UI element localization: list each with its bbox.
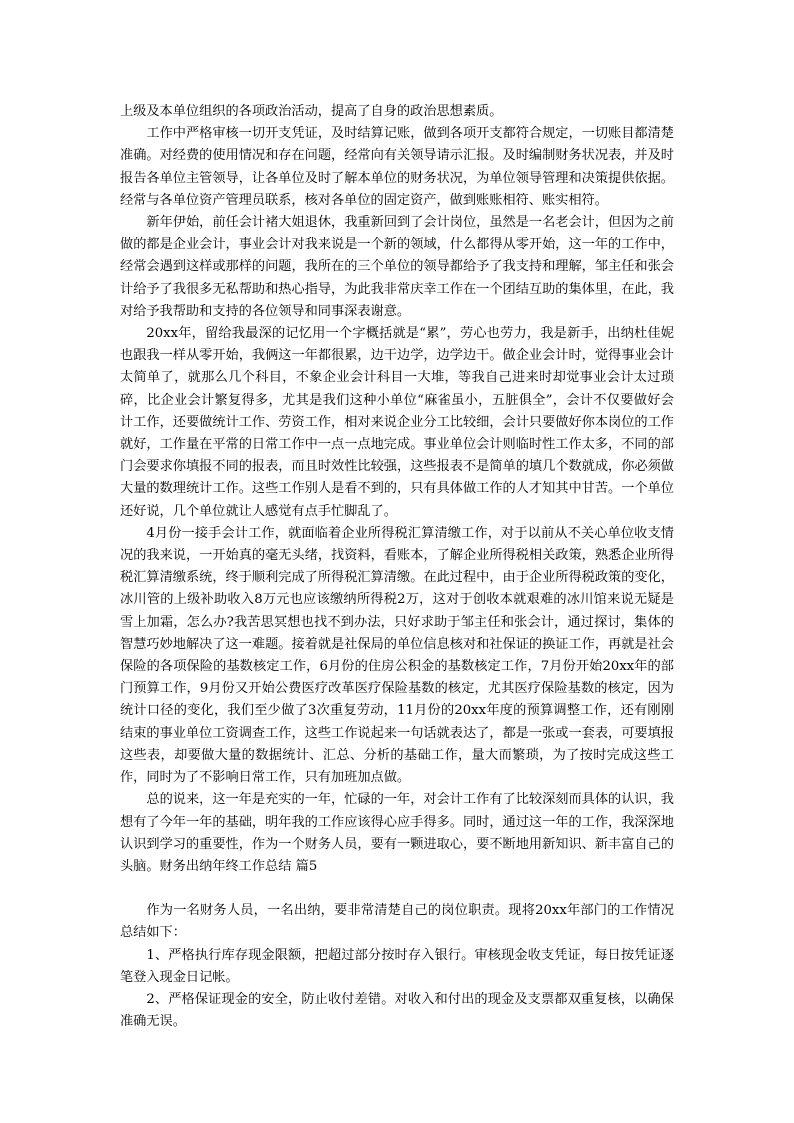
paragraph-political-activities: 上级及本单位组织的各项政治活动，提高了自身的政治思想素质。 bbox=[120, 104, 503, 119]
paragraph-year-summary-tired: 20xx年，留给我最深的记忆用一个字概括就是“累”，劳心也劳力，我是新手，出纳杜佳妮也跟我一样从零开始，我俩这一年都很累，边干边学，边学边干。做企业会计时，觉得事业会计太简单了，就那么几个科目，不象企业会计科目一大堆，等我自己进来时却觉事业会计太过琐碎，比企业会计繁复得多，尤其是我们这种小单位“麻雀虽小，五脏俱全”，会计不仅要做好会计工作，还要做统计工作、劳资工作，相对来说企业分工比较细，会计只要做好你本岗位的工作就好，工作量在平常的日常工作中一点一点地完成。事业单位会计则临时性工作太多，不同的部门会要求你填报不同的报表，而且时效性比较强，这些报表不是简单的填几个数就成，你必须做大量的数理统计工作。这些工作别人是看不到的，只有具体做工作的人才知其中甘苦。一个单位还好说，几个单位就让人感觉有点手忙脚乱了。 bbox=[120, 326, 674, 519]
paragraph-new-year-position: 新年伊始，前任会计褚大姐退休，我重新回到了会计岗位，虽然是一名老会计，但因为之前做的都是企业会计，事业会计对我来说是一个新的领域，什么都得从零开始，这一年的工作中，经常会遇到这样或那样的问题，我所在的三个单位的领导都给予了我支持和理解，邹主任和张会计给予了我很多无私帮助和热心指导，为此我非常庆幸工作在一个团结互助的集体里，在此，我对给予我帮助和支持的各位领导和同事深表谢意。 bbox=[120, 215, 674, 319]
paragraph-cashier-intro: 作为一名财务人员，一名出纳，要非常清楚自己的岗位职责。现将20xx年部门的工作情况总结如下： bbox=[120, 903, 674, 941]
paragraph-tax-settlement: 4月份一接手会计工作，就面临着企业所得税汇算清缴工作，对于以前从不关心单位收支情况的我来说，一开始真的毫无头绪，找资料，看账本，了解企业所得税相关政策，熟悉企业所得税汇算清缴系统，终于顺利完成了所得税汇算清缴。在此过程中，由于企业所得税政策的变化，冰川管的上级补助收入8万元也应该缴纳所得税2万，这对于创收本就艰难的冰川馆来说无疑是雪上加霜，怎么办?我苦思冥想也找不到办法，只好求助于邹主任和张会计，通过探讨，集体的智慧巧妙地解决了这一难题。接着就是社保局的单位信息核对和社保证的换证工作，再就是社会保险的各项保险的基数核定工作，6月份的住房公积金的基数核定工作，7月份开始20xx年的部门预算工作，9月份又开始公费医疗改革医疗保险基数的核定，尤其医疗保险基数的核定，因为统计口径的变化，我们至少做了3次重复劳动，11月份的20xx年度的预算调整工作，还有刚刚结束的事业单位工资调查工作，这些工作说起来一句话就表达了，都是一张或一套表，可要填报这些表，却要做大量的数据统计、汇总、分析的基础工作，量大而繁琐，为了按时完成这些工作，同时为了不影响日常工作，只有加班加点做。 bbox=[120, 525, 674, 786]
paragraph-overall-summary: 总的说来，这一年是充实的一年，忙碌的一年，对会计工作有了比较深刻而具体的认识，我想有了今年一年的基础，明年我的工作应该得心应手得多。同时，通过这一年的工作，我深深地认识到学习的重要性，作为一个财务人员，要有一颗进取心，要不断地用新知识、新丰富自己的头脑。财务出纳年终工作总结 篇5 bbox=[120, 792, 674, 874]
paragraph-voucher-audit: 工作中严格审核一切开支凭证，及时结算记账，做到各项开支都符合规定，一切账目都清楚准确。对经费的使用情况和存在问题，经常向有关领导请示汇报。及时编制财务状况表，并及时报告各单位主管领导，让各单位及时了解本单位的财务状况，为单位领导管理和决策提供依据。经常与各单位资产管理员联系，核对各单位的固定资产，做到账账相符、账实相符。 bbox=[120, 126, 674, 208]
paragraph-cash-limit: 1、严格执行库存现金限额，把超过部分按时存入银行。审核现金收支凭证，每日按凭证逐笔登入现金日记帐。 bbox=[120, 947, 674, 985]
document-body bbox=[120, 101, 674, 1033]
paragraph-cash-safety: 2、严格保证现金的安全，防止收付差错。对收入和付出的现金及支票都双重复核，以确保准确无误。 bbox=[120, 991, 674, 1030]
paragraph-gap bbox=[120, 878, 674, 900]
